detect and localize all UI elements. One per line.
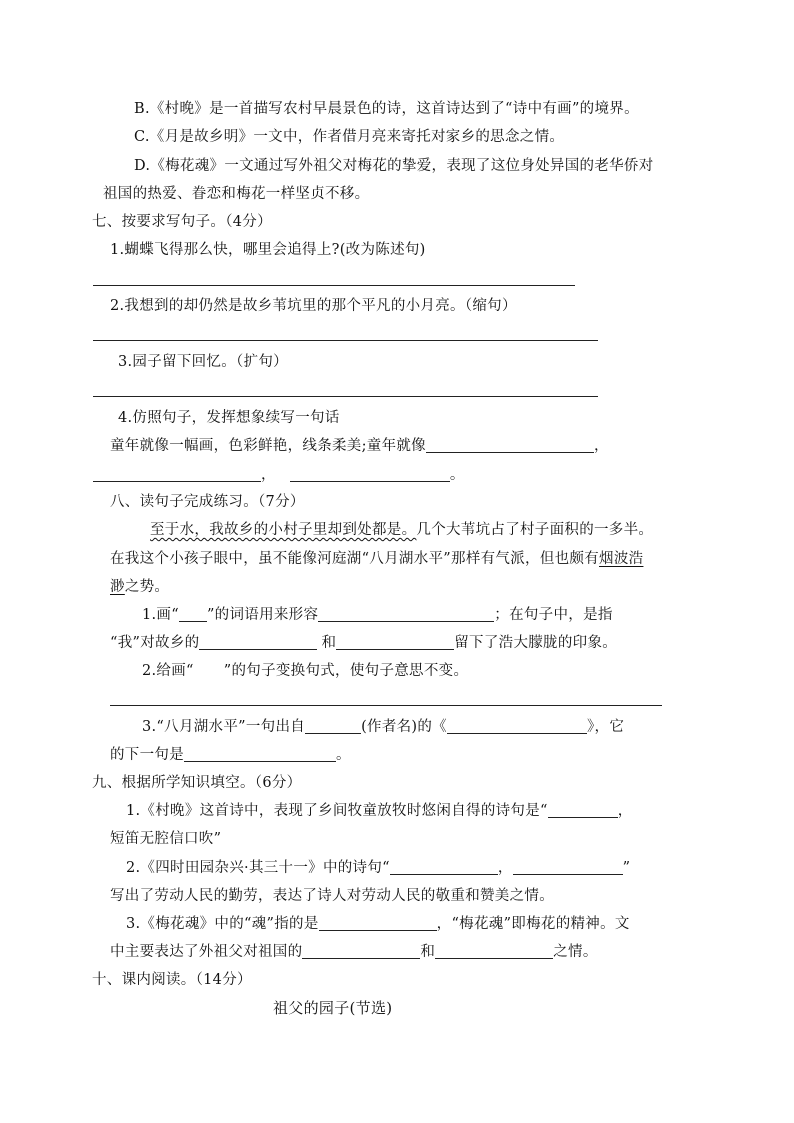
q-text: 2.给画“	[142, 663, 194, 679]
section8-passage-line1	[150, 520, 653, 540]
q-text: ；在句子中，是指	[494, 607, 613, 623]
underlined-word-end: 渺	[110, 579, 125, 595]
blank-feeling-a[interactable]	[302, 943, 420, 959]
section9-q1-cont: 短笛无腔信口吹”	[110, 831, 222, 847]
blank-poem-b[interactable]	[513, 859, 623, 875]
blank-describe[interactable]	[318, 606, 494, 622]
q-text: 3.“八月湖水平”一句出自	[142, 719, 306, 735]
blank-poem-line[interactable]	[548, 802, 618, 818]
q-text: “我”对故乡的	[110, 635, 200, 651]
section8-passage-line3	[110, 577, 169, 597]
punct-comma: ，	[261, 467, 276, 483]
section9-heading: 九、根据所学知识填空。（6分）	[92, 775, 302, 791]
blank-3[interactable]	[290, 466, 450, 482]
blank-next-line[interactable]	[184, 746, 336, 762]
option-b: B.《村晚》是一首描写农村早晨景色的诗，这首诗达到了“诗中有画”的境界。	[134, 101, 639, 117]
q-text: ，	[497, 860, 513, 876]
answer-line-s8q2[interactable]	[110, 705, 662, 706]
blank-1[interactable]	[426, 437, 594, 453]
q-text: 中主要表达了外祖父对祖国的	[110, 944, 303, 960]
q-text: ”的句子变换句式，使句子意思不变。	[223, 663, 469, 679]
punct-period: 。	[449, 467, 465, 483]
section9-q2-cont: 写出了劳动人民的勤劳，表达了诗人对劳动人民的敬重和赞美之情。	[110, 888, 554, 904]
q-text: 和	[420, 944, 436, 960]
q-text: 》，它	[586, 719, 625, 735]
q-text: 2.《四时田园杂兴·其三十一》中的诗句“	[126, 860, 390, 876]
passage-text: 在我这个小孩子眼中，虽不能像河庭湖“八月湖水平”那样有气派，但也颇有	[110, 551, 600, 567]
answer-line-q3[interactable]	[93, 396, 598, 397]
section7-q2: 2.我想到的却仍然是故乡苇坑里的那个平凡的小月亮。（缩句）	[110, 298, 517, 314]
blank-2[interactable]	[93, 466, 261, 482]
blank-feeling-b[interactable]	[435, 943, 553, 959]
q-text: (作者名)的《	[361, 719, 447, 735]
answer-line-q2[interactable]	[93, 340, 598, 341]
punct-period: 。	[336, 747, 351, 763]
blank-work[interactable]	[447, 718, 587, 734]
blank-poem-a[interactable]	[390, 859, 498, 875]
section8-q3-cont	[110, 745, 351, 765]
passage-text: 几个大苇坑占了村子面积的一多半。	[416, 522, 654, 538]
section8-passage-line2	[110, 549, 643, 569]
blank-author[interactable]	[305, 718, 361, 734]
option-c: C.《月是故乡明》一文中，作者借月亮来寄托对家乡的思念之情。	[134, 129, 565, 145]
underlined-word: 烟波浩	[599, 551, 644, 567]
section9-q3	[126, 914, 630, 934]
section8-q3	[142, 717, 624, 737]
q-text: ”的词语用来形容	[206, 607, 319, 623]
section8-q2	[142, 661, 468, 681]
answer-line-q1[interactable]	[93, 285, 575, 286]
q-text: 和	[321, 635, 337, 651]
passage-text: 之势。	[124, 579, 170, 595]
example-text: 童年就像一幅画，色彩鲜艳，线条柔美;童年就像	[110, 438, 426, 454]
q-text: ，“梅花魂”即梅花的精神。文	[436, 916, 630, 932]
section7-q4-example	[110, 436, 609, 456]
section8-heading: 八、读句子完成练习。（7分）	[110, 494, 305, 510]
q-text: ，	[617, 803, 633, 819]
section10-heading: 十、课内阅读。（14分）	[92, 972, 252, 988]
q-text: 1.画“	[142, 607, 179, 623]
blank-a[interactable]	[199, 634, 317, 650]
mark-sample	[179, 606, 207, 622]
section7-q4: 4.仿照句子，发挥想象续写一句话	[118, 410, 340, 426]
section7-q4-continue	[93, 465, 465, 485]
section9-q2	[126, 858, 630, 878]
option-d-line2: 祖国的热爱、眷恋和梅花一样坚贞不移。	[103, 186, 370, 202]
q-text: ”	[622, 860, 631, 876]
q-text: 3.《梅花魂》中的“魂”指的是	[126, 916, 319, 932]
section9-q1	[126, 801, 633, 821]
q-text: 1.《村晚》这首诗中，表现了乡间牧童放牧时悠闲自得的诗句是“	[126, 803, 548, 819]
q-text: 的下一句是	[110, 747, 184, 763]
blank-soul[interactable]	[319, 915, 437, 931]
punct-comma: ，	[593, 438, 609, 454]
section8-q1-cont	[110, 633, 617, 653]
wavy-sentence: 至于水，我故乡的小村子里却到处都是。	[150, 522, 417, 538]
section9-q3-cont	[110, 942, 598, 962]
blank-b[interactable]	[336, 634, 454, 650]
wavy-sample	[194, 661, 224, 681]
option-d-line1: D.《梅花魂》一文通过写外祖父对梅花的挚爱，表现了这位身处异国的老华侨对	[134, 158, 654, 174]
section7-q1: 1.蝴蝶飞得那么快，哪里会追得上?(改为陈述句)	[110, 242, 426, 258]
q-text: 留下了浩大朦胧的印象。	[454, 635, 618, 651]
section7-q3: 3.园子留下回忆。（扩句）	[118, 354, 288, 370]
q-text: 之情。	[553, 944, 598, 960]
passage-title: 祖父的园子(节选)	[273, 999, 393, 1017]
section8-q1	[142, 605, 613, 625]
section7-heading: 七、按要求写句子。（4分）	[92, 214, 272, 230]
